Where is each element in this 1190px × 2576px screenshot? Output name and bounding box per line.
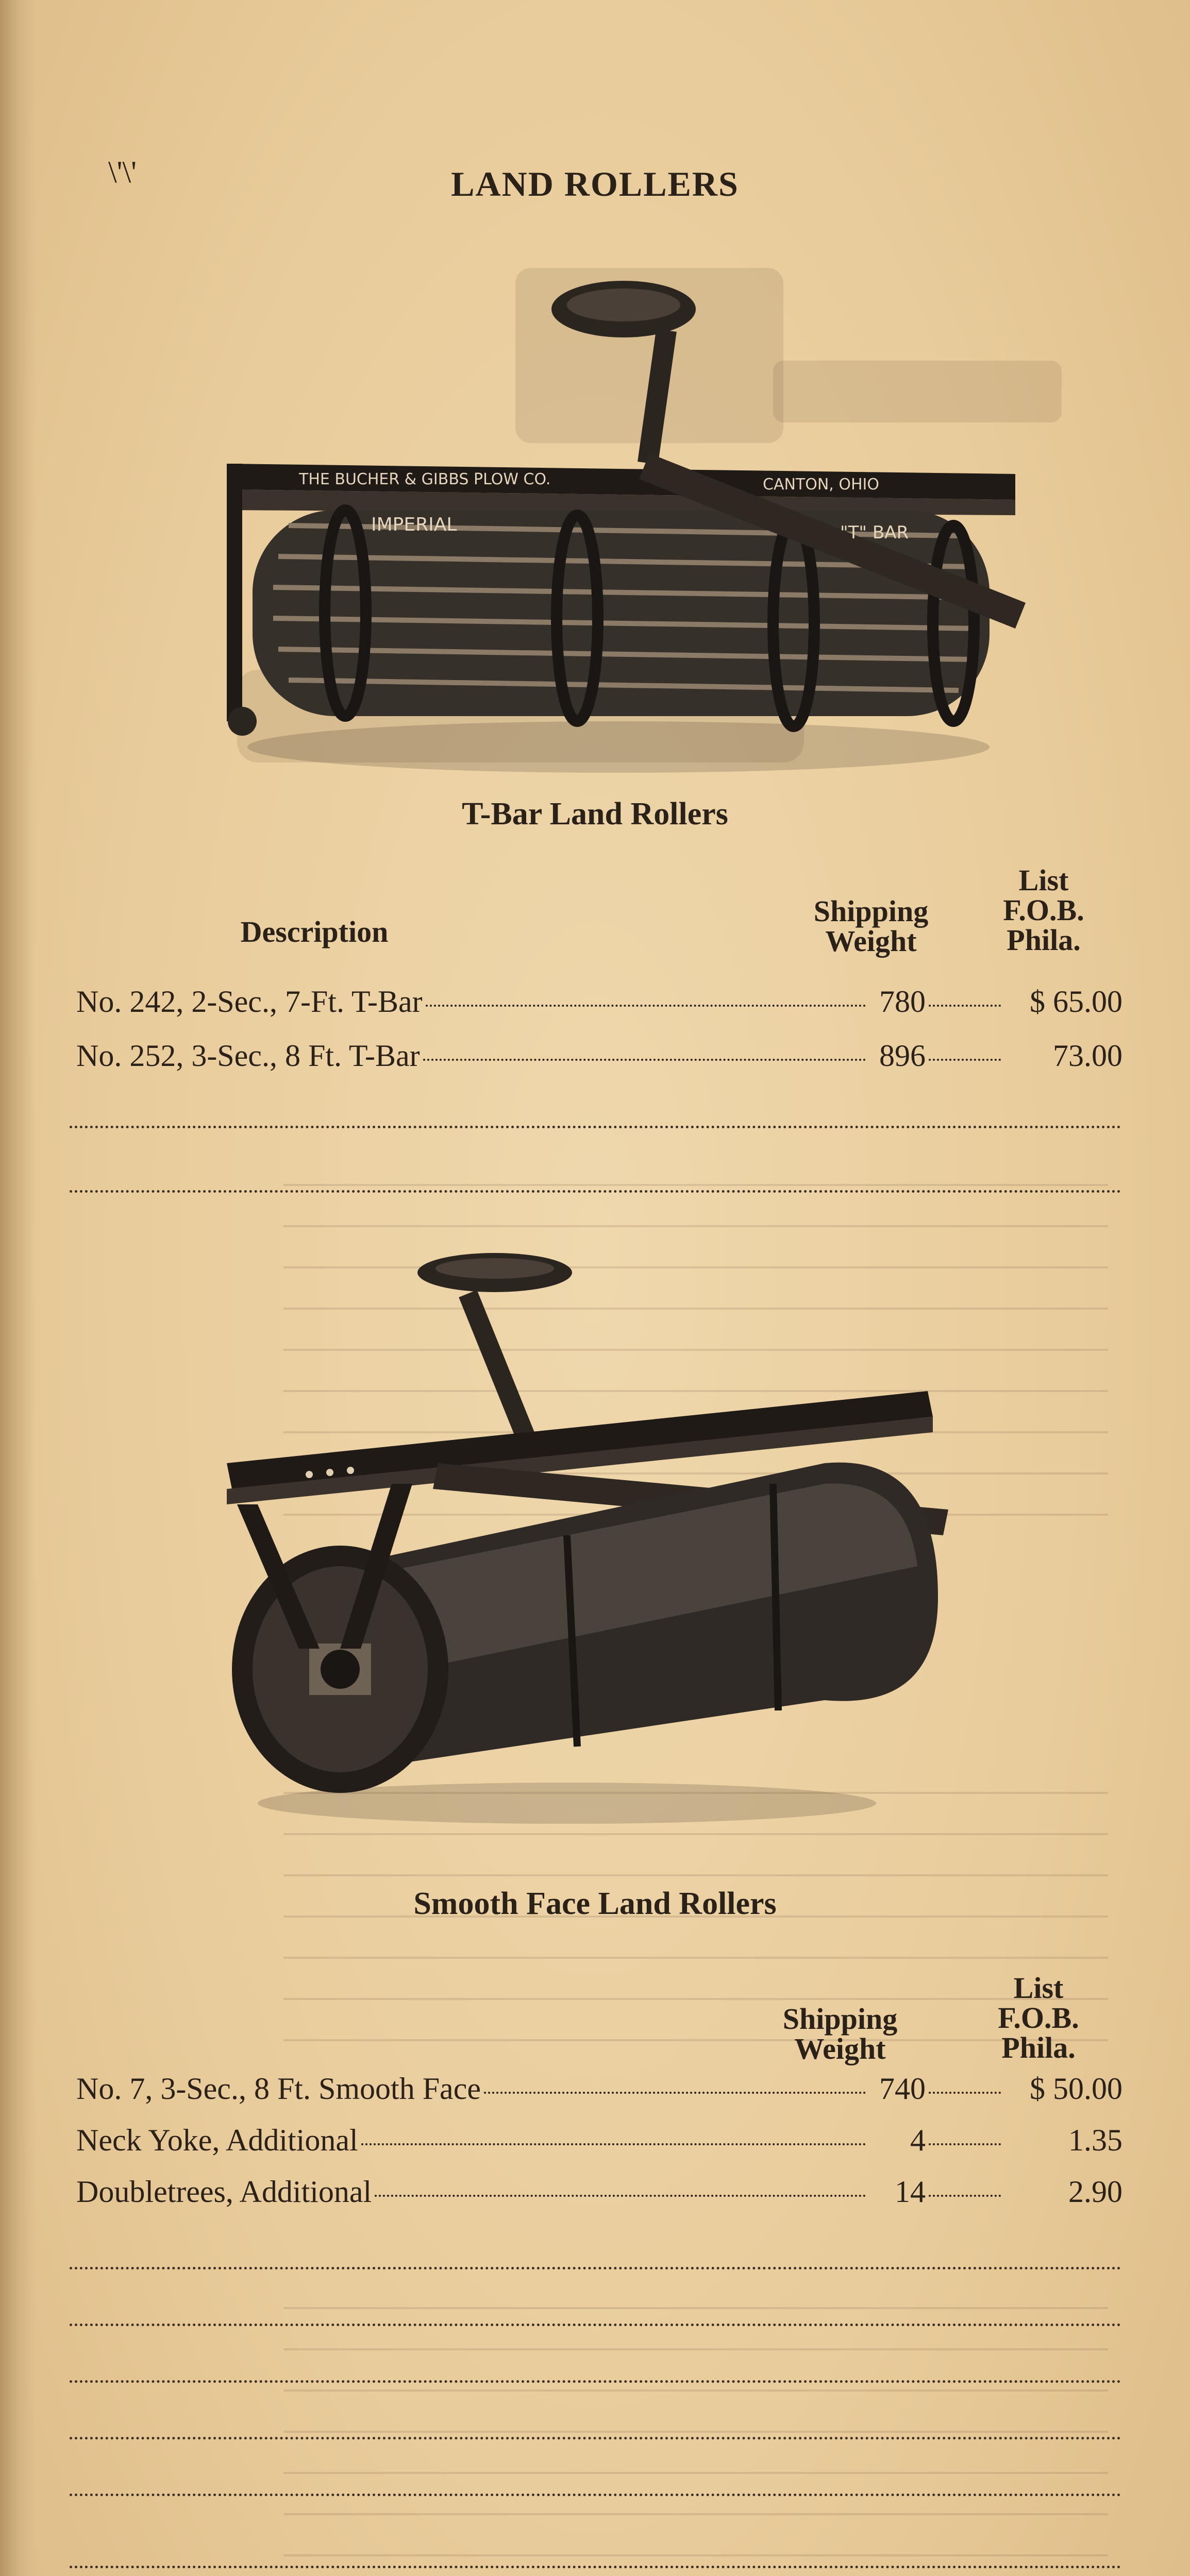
dot-leader xyxy=(423,1059,866,1061)
table-row xyxy=(76,984,1122,1025)
table-row xyxy=(76,2123,1122,2164)
table-row xyxy=(76,1038,1122,1079)
table-row xyxy=(76,2071,1122,2112)
row-weight: 780 xyxy=(879,985,926,1019)
dot-leader xyxy=(426,1005,866,1007)
t-bar-roller-illustration xyxy=(196,268,1041,783)
svg-text:CANTON, OHIO: CANTON, OHIO xyxy=(763,476,879,494)
svg-text:"T" BAR: "T" BAR xyxy=(840,522,909,543)
row-weight: 4 xyxy=(910,2123,926,2157)
row-price: $ 65.00 xyxy=(1030,985,1122,1019)
dot-leader xyxy=(929,2195,1001,2197)
blank-rule xyxy=(70,2494,1121,2496)
blank-rule xyxy=(70,2324,1121,2326)
blank-rule xyxy=(70,1190,1121,1193)
row-description: Doubletrees, Additional xyxy=(76,2175,372,2209)
dot-leader xyxy=(361,2143,866,2145)
col-header-weight: Shipping Weight xyxy=(813,894,929,958)
col-header-price: List F.O.B. Phila. xyxy=(998,1971,1079,2064)
row-description: No. 252, 3-Sec., 8 Ft. T-Bar xyxy=(76,1039,420,1073)
dot-leader xyxy=(484,2092,866,2094)
row-price: $ 50.00 xyxy=(1030,2072,1122,2106)
row-description: No. 242, 2-Sec., 7-Ft. T-Bar xyxy=(76,985,423,1019)
row-price: 1.35 xyxy=(1068,2123,1122,2157)
col-header-description: Description xyxy=(240,915,389,948)
svg-text:THE BUCHER & GIBBS PLOW CO.: THE BUCHER & GIBBS PLOW CO. xyxy=(299,470,551,488)
page-title: LAND ROLLERS xyxy=(451,164,739,204)
col-header-price: List F.O.B. Phila. xyxy=(1003,863,1084,957)
blank-rule xyxy=(70,2380,1121,2383)
row-weight: 740 xyxy=(879,2072,926,2106)
row-description: Neck Yoke, Additional xyxy=(76,2123,358,2157)
dot-leader xyxy=(375,2195,866,2197)
blank-rule xyxy=(70,1126,1121,1128)
row-weight: 896 xyxy=(879,1039,926,1073)
row-price: 73.00 xyxy=(1053,1039,1122,1073)
dot-leader xyxy=(929,1059,1001,1061)
svg-text:IMPERIAL: IMPERIAL xyxy=(371,514,457,535)
dot-leader xyxy=(929,2092,1001,2094)
row-description: No. 7, 3-Sec., 8 Ft. Smooth Face xyxy=(76,2072,481,2106)
blank-rule xyxy=(70,2566,1121,2568)
dot-leader xyxy=(929,1005,1001,1007)
corner-mark: \'\' xyxy=(108,155,137,189)
row-price: 2.90 xyxy=(1068,2175,1122,2209)
smooth-roller-illustration xyxy=(206,1236,953,1834)
smooth-caption: Smooth Face Land Rollers xyxy=(413,1886,777,1921)
table-row xyxy=(76,2174,1122,2215)
blank-rule xyxy=(70,2267,1121,2269)
t-bar-caption: T-Bar Land Rollers xyxy=(462,796,728,832)
row-weight: 14 xyxy=(895,2175,926,2209)
dot-leader xyxy=(929,2143,1001,2145)
blank-rule xyxy=(70,2437,1121,2439)
col-header-weight: Shipping Weight xyxy=(782,2002,898,2065)
